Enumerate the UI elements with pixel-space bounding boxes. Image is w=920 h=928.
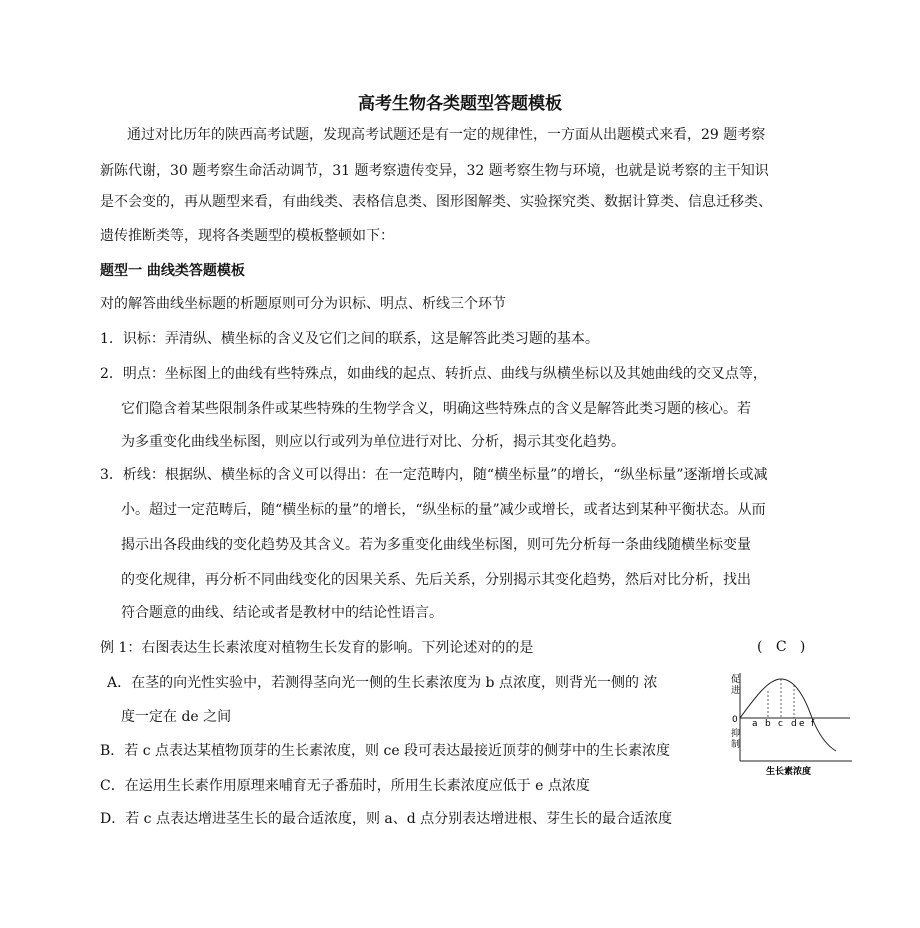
option-d: D．若 c 点表达增进茎生长的最合适浓度，则 a、d 点分别表达增进根、芽生长的最合适浓度 [100,811,673,827]
option-c: C．在运用生长素作用原理来哺育无子番茄时，所用生长素浓度应低于 e 点浓度 [100,778,590,794]
growth-curve [740,679,836,751]
point-3-line-1: 3．析线：根据纵、横坐标的含义可以得出：在一定范畴内，随“横坐标量”的增长，“纵坐标量”逐渐增长或减 [100,467,768,483]
option-a-line-2: 度一定在 de 之间 [121,709,232,725]
y-label-promote-1: 促 [731,675,741,685]
point-3-line-2: 小。超过一定范畴后，随“横坐标的量”的增长，“纵坐标的量”减少或增长，或者达到某种平衡状态。从而 [121,502,766,518]
point-label-b: b [765,719,771,729]
point-label-c: c [778,719,783,729]
point-1: 1．识标：弄清纵、横坐标的含义及它们之间的联系，这是解答此类习题的基本。 [100,331,599,347]
point-3-line-4: 的变化规律，再分析不同曲线变化的因果关系、先后关系，分别揭示其变化趋势，然后对比分析，找出 [121,572,751,588]
option-a-line-1: A．在茎的向光性实验中，若测得茎向光一侧的生长素浓度为 b 点浓度，则背光一侧的 浓 [107,675,658,691]
y-label-inhibit-1: 抑 [731,729,741,739]
intro-line-4: 遗传推断类等，现将各类题型的模板整顿如下： [100,228,394,244]
point-label-d: d [791,719,797,729]
y-label-inhibit-2: 制 [731,740,741,750]
point-label-a: a [752,719,758,729]
page-title: 高考生物各类题型答题模板 [358,94,562,114]
example-answer: ( C ) [757,639,806,655]
example-question: 例 1：右图表达生长素浓度对植物生长发育的影响。下列论述对的的是 [100,640,534,656]
point-label-e: e [799,719,805,729]
point-label-f: f [811,719,815,729]
point-3-line-3: 揭示出各段曲线的变化趋势及其含义。若为多重变化曲线坐标图，则可先分析每一条曲线随横坐标变量 [121,537,751,553]
intro-line-3: 是不会变的，再从题型来看，有曲线类、表格信息类、图形图解类、实验探究类、数据计算类、信息迁移类、 [100,194,772,210]
point-2-line-1: 2．明点：坐标图上的曲线有些特殊点，如曲线的起点、转折点、曲线与纵横坐标以及其她曲线的交叉点等， [100,366,767,382]
section-heading: 题型一 曲线类答题模板 [100,263,245,279]
point-2-line-2: 它们隐含着某些限制条件或某些特殊的生物学含义，明确这些特殊点的含义是解答此类习题的核心。若 [121,401,751,417]
x-axis-label: 生长素浓度 [766,767,812,777]
option-b: B．若 c 点表达某植物顶芽的生长素浓度，则 ce 段可表达最接近顶芽的侧芽中的生长素浓度 [100,743,671,759]
intro-line-2: 新陈代谢，30 题考察生命活动调节，31 题考察遗传变异，32 题考察生物与环境，也就是说考察的主干知识 [100,163,769,179]
point-3-line-5: 符合题意的曲线、结论或者是教材中的结论性语言。 [121,605,443,621]
section-lead: 对的解答曲线坐标题的析题原则可分为识标、明点、析线三个环节 [100,296,506,312]
y-label-promote-2: 进 [731,686,741,696]
auxin-curve-figure [728,665,858,780]
point-2-line-3: 为多重变化曲线坐标图，则应以行或列为单位进行对比、分析，揭示其变化趋势。 [121,434,625,450]
zero-label: 0 [732,715,738,725]
intro-line-1: 通过对比历年的陕西高考试题，发现高考试题还是有一定的规律性，一方面从出题模式来看，29 题考察 [127,127,766,143]
